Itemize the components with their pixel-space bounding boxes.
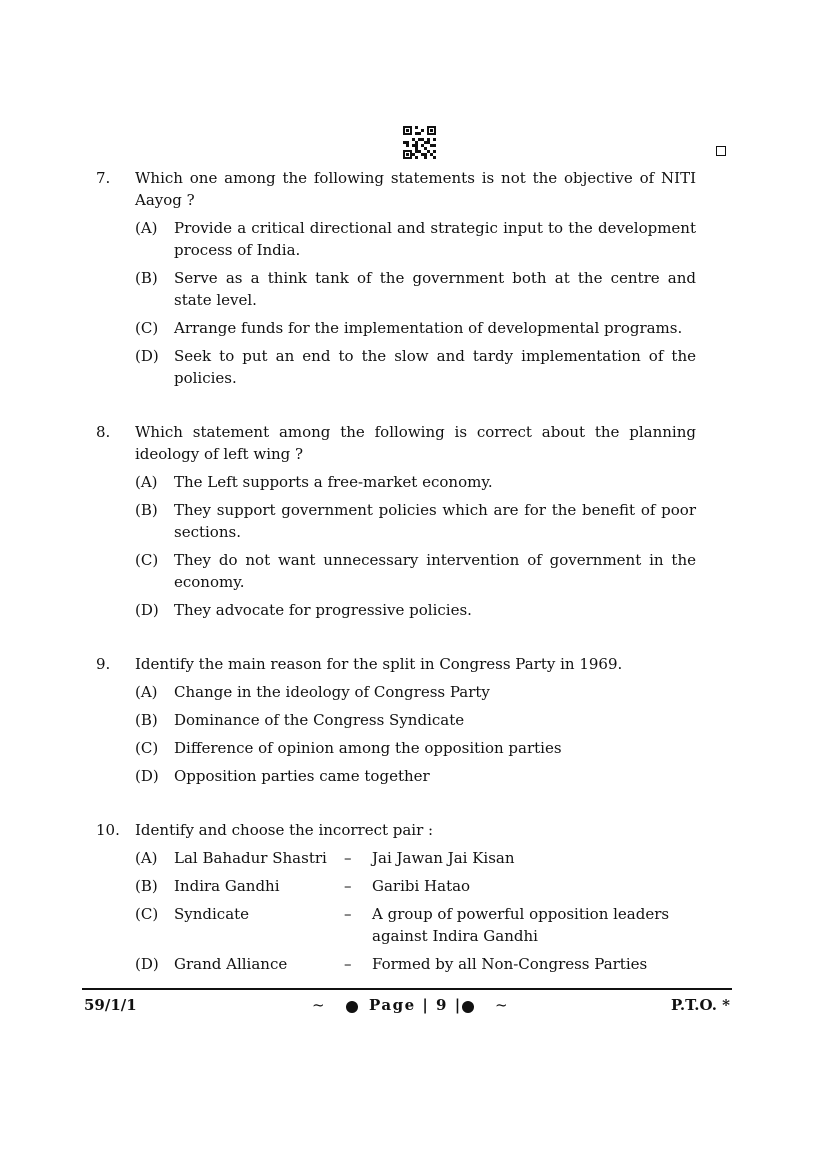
question-8 (96, 421, 696, 621)
option-letter: (A) (135, 473, 158, 491)
option-letter: (A) (135, 683, 158, 701)
pair-right: Formed by all Non-Congress Parties (372, 955, 648, 973)
option-text: Seek to put an end to the slow and tardy implementation of the policies. (174, 347, 696, 387)
pair-dash: – (344, 877, 352, 895)
footer-rule (82, 988, 732, 990)
options-list (135, 217, 696, 389)
option-letter: (B) (135, 711, 158, 729)
option-letter: (D) (135, 601, 159, 619)
option-letter: (C) (135, 319, 159, 337)
option-c (135, 737, 696, 759)
page-footer (82, 996, 732, 1018)
qr-code (403, 126, 436, 159)
tilde-left: ~ (312, 996, 325, 1014)
bullet-left-icon (346, 1001, 358, 1013)
pairs-list (135, 847, 696, 975)
question-text: Identify and choose the incorrect pair : (135, 821, 434, 839)
option-a (135, 471, 696, 493)
pair-right: Garibi Hatao (372, 877, 471, 895)
option-text: Opposition parties came together (174, 767, 430, 785)
question-text: Which statement among the following is correct about the planning ideology of left wing ? (135, 423, 696, 463)
options-list (135, 681, 696, 787)
option-text: They support government policies which are for the benefit of poor sections. (174, 501, 696, 541)
option-text: Provide a critical directional and strategic input to the development process of India. (174, 219, 696, 259)
question-number: 7. (96, 169, 111, 187)
option-text: The Left supports a free-market economy. (174, 473, 493, 491)
option-d (135, 345, 696, 389)
question-number: 8. (96, 423, 111, 441)
options-list (135, 471, 696, 621)
question-number: 9. (96, 655, 111, 673)
question-text: Which one among the following statements is not the objective of NITI Aayog ? (135, 169, 696, 209)
paper-code: 59/1/1 (84, 996, 137, 1014)
option-letter: (B) (135, 269, 158, 287)
pair-left: Indira Gandhi (174, 877, 280, 895)
option-letter: (C) (135, 905, 159, 923)
pair-left: Grand Alliance (174, 955, 288, 973)
option-b (135, 499, 696, 543)
tilde-right: ~ (495, 996, 508, 1014)
bullet-right-icon (462, 1001, 474, 1013)
option-letter: (B) (135, 877, 158, 895)
pair-right: Jai Jawan Jai Kisan (372, 849, 515, 867)
option-text: Difference of opinion among the opposition parties (174, 739, 562, 757)
option-c (135, 549, 696, 593)
option-text: Arrange funds for the implementation of developmental programs. (174, 319, 683, 337)
pair-left: Syndicate (174, 905, 250, 923)
option-letter: (B) (135, 501, 158, 519)
question-9 (96, 653, 696, 787)
pair-dash: – (344, 905, 352, 923)
option-letter: (D) (135, 767, 159, 785)
option-d (135, 599, 696, 621)
question-number: 10. (96, 821, 120, 839)
option-text: Change in the ideology of Congress Party (174, 683, 490, 701)
option-letter: (A) (135, 849, 158, 867)
question-list (96, 167, 696, 1007)
option-letter: (A) (135, 219, 158, 237)
pair-right: A group of powerful opposition leaders against Indira Gandhi (372, 905, 670, 945)
pair-a (135, 847, 696, 869)
pto-label: P.T.O. * (671, 996, 730, 1014)
question-10 (96, 819, 696, 975)
option-b (135, 267, 696, 311)
pair-d (135, 953, 696, 975)
pair-left: Lal Bahadur Shastri (174, 849, 327, 867)
question-7 (96, 167, 696, 389)
option-letter: (C) (135, 551, 159, 569)
option-letter: (C) (135, 739, 159, 757)
page-indicator (312, 996, 512, 1018)
question-text: Identify the main reason for the split in Congress Party in 1969. (135, 655, 623, 673)
option-b (135, 709, 696, 731)
option-text: They do not want unnecessary intervention of government in the economy. (174, 551, 696, 591)
pair-c (135, 903, 696, 947)
option-text: Serve as a think tank of the government both at the centre and state level. (174, 269, 696, 309)
pair-dash: – (344, 849, 352, 867)
option-letter: (D) (135, 347, 159, 365)
corner-checkbox-mark (716, 146, 726, 156)
option-text: Dominance of the Congress Syndicate (174, 711, 465, 729)
pair-dash: – (344, 955, 352, 973)
option-c (135, 317, 696, 339)
page-label: Page | 9 | (369, 996, 462, 1014)
option-letter: (D) (135, 955, 159, 973)
option-a (135, 681, 696, 703)
option-d (135, 765, 696, 787)
option-text: They advocate for progressive policies. (174, 601, 472, 619)
pair-b (135, 875, 696, 897)
option-a (135, 217, 696, 261)
